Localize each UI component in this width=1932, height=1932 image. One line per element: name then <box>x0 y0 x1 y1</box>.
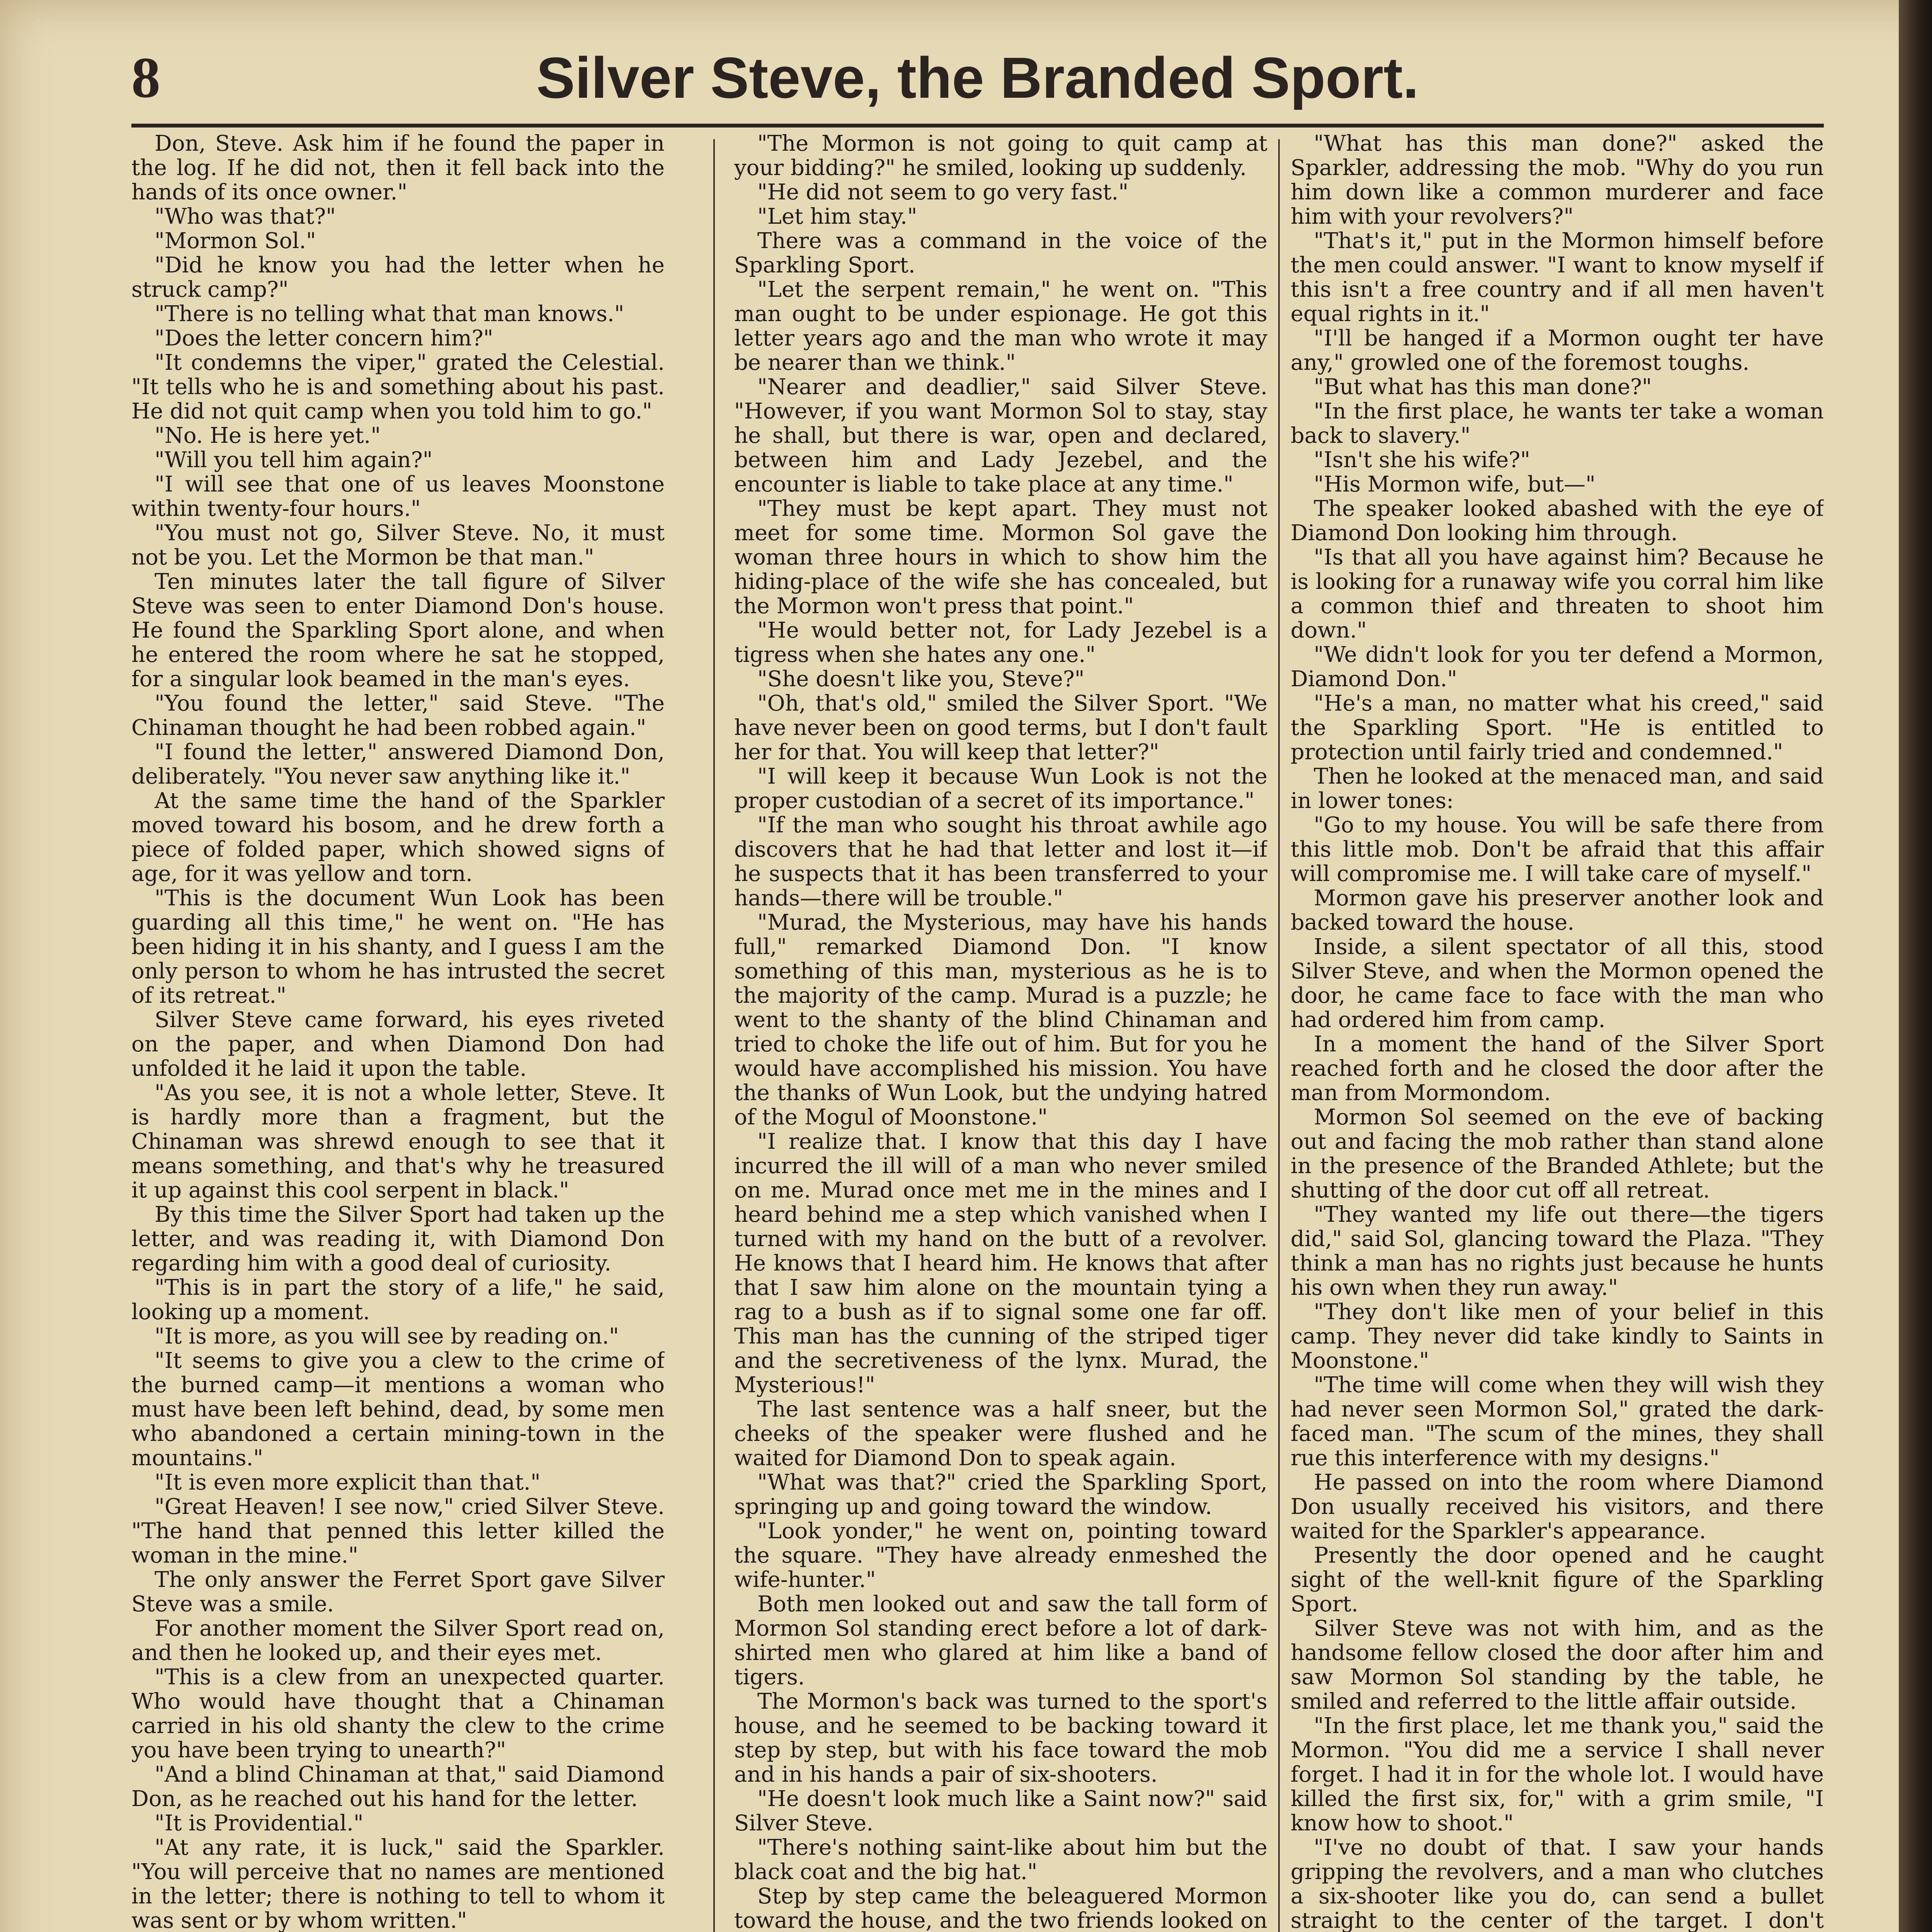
paragraph: Don, Steve. Ask him if he found the paper in the log. If he did not, then it fell back into the hands of its once owner." <box>131 131 665 205</box>
paragraph: "And a blind Chinaman at that," said Diamond Don, as he reached out his hand for the letter. <box>131 1762 665 1811</box>
paragraph: Mormon Sol seemed on the eve of backing out and facing the mob rather than stand alone in the presence of the Branded Athlete; but the shutting of the door cut off all retreat. <box>1291 1105 1824 1203</box>
paragraph: "Go to my house. You will be safe there from this little mob. Don't be afraid that this affair will compromise me. I will take care of myself." <box>1291 813 1824 886</box>
paragraph: "Oh, that's old," smiled the Silver Sport. "We have never been on good terms, but I don't fault her for that. You will keep that letter?" <box>734 691 1267 765</box>
paragraph: For another moment the Silver Sport read on, and then he looked up, and their eyes met. <box>131 1616 665 1665</box>
paragraph: "Mormon Sol." <box>155 228 316 253</box>
paragraph: "We didn't look for you ter defend a Mormon, Diamond Don." <box>1291 642 1824 692</box>
paragraph: "At any rate, it is luck," said the Sparkler. "You will perceive that no names are mentioned in the letter; there is nothing to tell to whom it was sent or by whom written." <box>131 1835 665 1932</box>
page-header <box>131 37 1824 126</box>
paragraph: "If the man who sought his throat awhile ago discovers that he had that letter and lost it—if he suspects that it has been transferred to your hands—there will be trouble." <box>734 813 1267 911</box>
paragraph: "This is in part the story of a life," he said, looking up a moment. <box>131 1275 665 1325</box>
paragraph: The Mormon's back was turned to the sport's house, and he seemed to be backing toward it step by step, but with his face toward the mob and in his hands a pair of six-shooters. <box>734 1689 1267 1787</box>
paragraph: "Who was that?" <box>155 204 336 229</box>
paragraph: Ten minutes later the tall figure of Silver Steve was seen to enter Diamond Don's house. He found the Sparkling Sport alone, and when he entered the room where he sat he stopped, for a singular look beamed in the man's eyes. <box>131 569 665 692</box>
text-column-3 <box>1291 131 1824 1932</box>
page-binding <box>1899 0 1932 1932</box>
paragraph: "The time will come when they will wish they had never seen Mormon Sol," grated the dark-faced man. "The scum of the mines, they shall rue this interference with my designs." <box>1291 1372 1824 1471</box>
paragraph: Then he looked at the menaced man, and said in lower tones: <box>1291 764 1824 813</box>
paragraph: "What has this man done?" asked the Sparkler, addressing the mob. "Why do you run him down like a common murderer and face him with your revolvers?" <box>1291 131 1824 229</box>
paragraph: "He did not seem to go very fast." <box>757 180 1129 205</box>
paragraph: "They don't like men of your belief in this camp. They never did take kindly to Saints in Moonstone." <box>1291 1299 1824 1373</box>
text-column-2 <box>734 131 1267 1932</box>
paragraph: "This is a clew from an unexpected quarter. Who would have thought that a Chinaman carried in his old shanty the clew to the crime you have been trying to unearth?" <box>131 1665 665 1763</box>
paragraph: "What was that?" cried the Sparkling Sport, springing up and going toward the window. <box>734 1470 1267 1519</box>
paragraph: "She doesn't like you, Steve?" <box>757 667 1085 692</box>
paragraph: "It seems to give you a clew to the crime of the burned camp—it mentions a woman who must have been left behind, dead, by some men who abandoned a certain mining-town in the mountains." <box>131 1348 665 1471</box>
paragraph: "I realize that. I know that this day I have incurred the ill will of a man who never smiled on me. Murad once met me in the mines and I heard behind me a step which vanished when I turned with my hand on the butt of a revolver. He knows that I heard him. He knows that after that I saw him alone on the mountain tying a rag to a bush as if to signal some one far off. This man has the cunning of the striped tiger and the secretiveness of the lynx. Murad, the Mysterious!" <box>734 1129 1267 1398</box>
paragraph: "I've no doubt of that. I saw your hands gripping the revolvers, and a man who clutches a six-shooter like you do, can send a bullet straight to the center of the target. I don't <box>1291 1835 1824 1932</box>
paragraph: "This is the document Wun Look has been guarding all this time," he went on. "He has been hiding it in his shanty, and I guess I am the only person to whom he has intrusted the secret of its retreat." <box>131 886 665 1008</box>
paragraph: "You found the letter," said Steve. "The Chinaman thought he had been robbed again." <box>131 691 665 740</box>
column-divider <box>713 139 715 1932</box>
paragraph: Presently the door opened and he caught sight of the well-knit figure of the Sparkling Sport. <box>1291 1543 1824 1617</box>
paragraph: "Nearer and deadlier," said Silver Steve. "However, if you want Mormon Sol to stay, stay he shall, but there is war, open and declared, between him and Lady Jezebel, and the encounter is liable to take place at any time." <box>734 374 1267 497</box>
paragraph: "Is that all you have against him? Because he is looking for a runaway wife you corral him like a common thief and threaten to shoot him down." <box>1291 545 1824 643</box>
header-rule <box>131 124 1824 128</box>
paragraph: "It is even more explicit than that." <box>155 1470 541 1495</box>
paragraph: "Murad, the Mysterious, may have his hands full," remarked Diamond Don. "I know something of this man, mysterious as he is to the majority of the camp. Murad is a puzzle; he went to the shanty of the blind Chinaman and tried to choke the life out of him. But for you he would have accomplished his mission. You have the thanks of Wun Look, but the undying hatred of the Mogul of Moonstone." <box>734 910 1267 1130</box>
paragraph: "I'll be hanged if a Mormon ought ter have any," growled one of the foremost toughs. <box>1291 326 1824 375</box>
paragraph: By this time the Silver Sport had taken up the letter, and was reading it, with Diamond Don regarding him with a good deal of curiosity. <box>131 1202 665 1276</box>
paragraph: He passed on into the room where Diamond Don usually received his visitors, and there waited for the Sparkler's appearance. <box>1291 1470 1824 1544</box>
paragraph: "That's it," put in the Mormon himself before the men could answer. "I want to know myself if this isn't a free country and if all men haven't equal rights in it." <box>1291 228 1824 327</box>
paragraph: There was a command in the voice of the Sparkling Sport. <box>734 228 1267 278</box>
paragraph: In a moment the hand of the Silver Sport reached forth and he closed the door after the man from Mormondom. <box>1291 1032 1824 1105</box>
paragraph: "Did he know you had the letter when he struck camp?" <box>131 253 665 302</box>
paragraph: "It is Providential." <box>155 1811 364 1836</box>
paragraph: Silver Steve came forward, his eyes riveted on the paper, and when Diamond Don had unfolded it he laid it upon the table. <box>131 1007 665 1081</box>
paragraph: "They wanted my life out there—the tigers did," said Sol, glancing toward the Plaza. "They think a man has no rights just because he hunts his own when they run away." <box>1291 1202 1824 1300</box>
paragraph: "The Mormon is not going to quit camp at your bidding?" he smiled, looking up suddenly. <box>734 131 1267 180</box>
paragraph: Inside, a silent spectator of all this, stood Silver Steve, and when the Mormon opened the door, he came face to face with the man who had ordered him from camp. <box>1291 934 1824 1032</box>
paragraph: "He would better not, for Lady Jezebel is a tigress when she hates any one." <box>734 618 1267 667</box>
paragraph: "I will keep it because Wun Look is not the proper custodian of a secret of its importance." <box>734 764 1267 813</box>
paragraph: "Will you tell him again?" <box>155 447 433 473</box>
paragraph: Mormon gave his preserver another look and backed toward the house. <box>1291 886 1824 935</box>
paragraph: "His Mormon wife, but—" <box>1314 472 1596 497</box>
paragraph: "It condemns the viper," grated the Celestial. "It tells who he is and something about his past. He did not quit camp when you told him to go." <box>131 350 665 424</box>
paragraph: "He's a man, no matter what his creed," said the Sparkling Sport. "He is entitled to protection until fairly tried and condemned." <box>1291 691 1824 765</box>
paragraph: "In the first place, he wants ter take a woman back to slavery." <box>1291 399 1824 448</box>
text-column-1 <box>131 131 665 1932</box>
paragraph: "I will see that one of us leaves Moonstone within twenty-four hours." <box>131 472 665 521</box>
paragraph: "Let the serpent remain," he went on. "This man ought to be under espionage. He got this letter years ago and the man who wrote it may be nearer than we think." <box>734 277 1267 375</box>
paragraph: The only answer the Ferret Sport gave Silver Steve was a smile. <box>131 1567 665 1617</box>
paragraph: "Does the letter concern him?" <box>155 326 493 351</box>
paragraph: "Great Heaven! I see now," cried Silver Steve. "The hand that penned this letter killed the woman in the mine." <box>131 1494 665 1568</box>
paragraph: "He doesn't look much like a Saint now?" said Silver Steve. <box>734 1786 1267 1836</box>
paragraph: "They must be kept apart. They must not meet for some time. Mormon Sol gave the woman three hours in which to show him the hiding-place of the wife she has concealed, but the Mormon won't press that point." <box>734 496 1267 619</box>
paragraph: "In the first place, let me thank you," said the Mormon. "You did me a service I shall never forget. I had it in for the whole lot. I would have killed the first six, for," with a grim smile, "I know how to shoot." <box>1291 1713 1824 1836</box>
paragraph: At the same time the hand of the Sparkler moved toward his bosom, and he drew forth a piece of folded paper, which showed signs of age, for it was yellow and torn. <box>131 788 665 886</box>
paragraph: "No. He is here yet." <box>155 423 381 448</box>
paragraph: "It is more, as you will see by reading on." <box>155 1324 619 1349</box>
page-number: 8 <box>131 46 160 110</box>
paragraph: "There is no telling what that man knows." <box>155 301 624 327</box>
paragraph: "I found the letter," answered Diamond Don, deliberately. "You never saw anything like it." <box>131 740 665 789</box>
paragraph: "There's nothing saint-like about him but the black coat and the big hat." <box>734 1835 1267 1884</box>
paragraph: "Let him stay." <box>757 204 917 229</box>
paragraph: The last sentence was a half sneer, but the cheeks of the speaker were flushed and he waited for Diamond Don to speak again. <box>734 1397 1267 1471</box>
paragraph: "As you see, it is not a whole letter, Steve. It is hardly more than a fragment, but the Chinaman was shrewd enough to see that it means something, and that's why he treasured it up against this cool serpent in black." <box>131 1080 665 1203</box>
paragraph: "But what has this man done?" <box>1314 374 1652 400</box>
column-divider <box>1278 139 1280 1932</box>
paragraph: Silver Steve was not with him, and as the handsome fellow closed the door after him and saw Mormon Sol standing by the table, he smiled and referred to the little affair outside. <box>1291 1616 1824 1714</box>
running-title: Silver Steve, the Branded Sport. <box>536 45 1419 110</box>
paragraph: Both men looked out and saw the tall form of Mormon Sol standing erect before a lot of dark-shirted men who glared at him like a band of tigers. <box>734 1592 1267 1690</box>
paragraph: Step by step came the beleaguered Mormon toward the house, and the two friends looked on <box>734 1884 1267 1932</box>
paragraph: The speaker looked abashed with the eye of Diamond Don looking him through. <box>1291 496 1824 546</box>
paragraph: "Look yonder," he went on, pointing toward the square. "They have already enmeshed the wife-hunter." <box>734 1519 1267 1592</box>
paragraph: "You must not go, Silver Steve. No, it must not be you. Let the Mormon be that man." <box>131 520 665 570</box>
paragraph: "Isn't she his wife?" <box>1314 447 1531 473</box>
